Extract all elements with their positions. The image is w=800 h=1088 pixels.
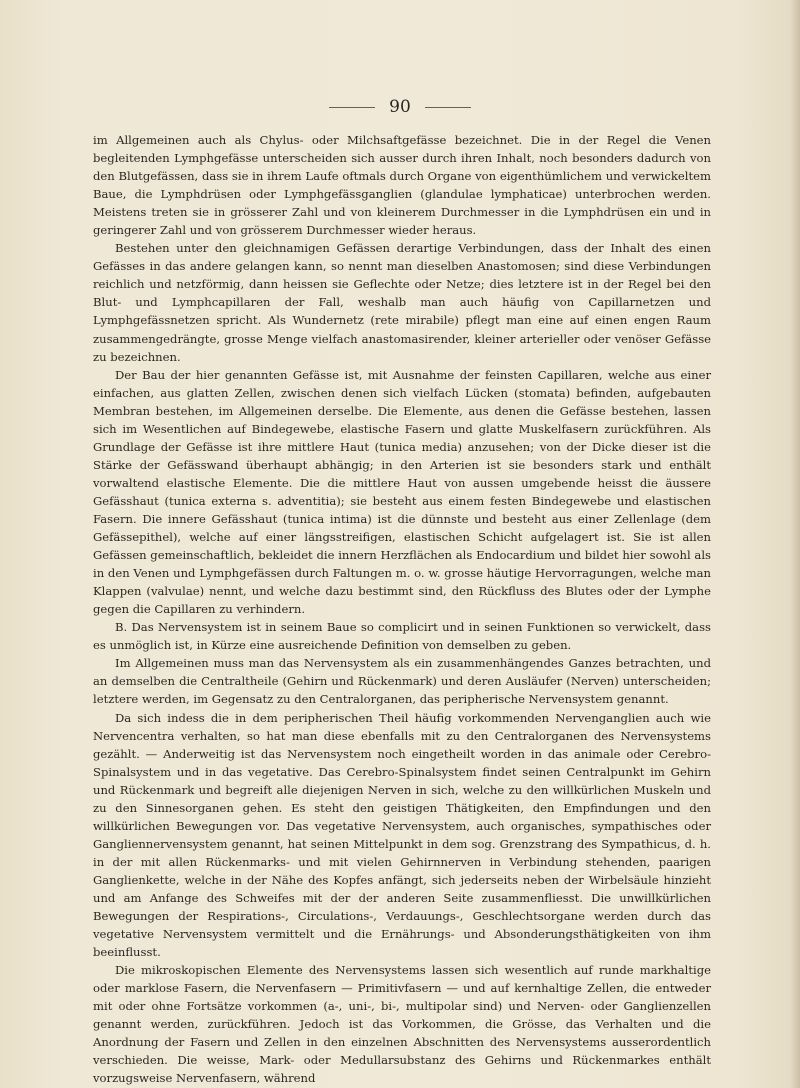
- paragraph-lymph-vessels: im Allgemeinen auch als Chylus- oder Milchsaftgefässe bezeichnet. Die in der Regel die Venen begleitenden Lymphgefässe unterscheiden sich ausser durch ihren Inhalt, noch besonders dadurch von den Blutgefässen, dass sie in ihrem Laufe oftmals durch Organe von eigenthümlichem und verwickeltem Baue, die Lymphdrüsen oder Lymphgefässganglien (glandulae lymphaticae) unterbrochen werden. Meistens treten sie in grösserer Zahl und von kleinerem Durchmesser in die Lymphdrüsen ein und in geringerer Zahl und von grösserem Durchmesser wieder heraus.: [93, 133, 711, 238]
- body-text: [93, 131, 711, 1087]
- paragraph-vessel-structure: Der Bau der hier genannten Gefässe ist, mit Ausnahme der feinsten Capillaren, welche aus einer einfachen, aus glatten Zellen, zwischen denen sich vielfach Lücken (stomata) befinden, aufgebauten Membran bestehen, im Allgemeinen derselbe. Die Elemente, aus denen die Gefässe bestehen, lassen sich im Wesentlichen auf Bindegewebe, elastische Fasern und glatte Muskelfasern zurückführen. Als Grundlage der Gefässe ist ihre mittlere Haut (tunica media) anzusehen; von der Dicke dieser ist die Stärke der Gefässwand überhaupt abhängig; in den Arterien ist sie besonders stark und enthält vorwaltend elastische Elemente. Die die mittlere Haut von aussen umgebende heisst die äussere Gefässhaut (tunica externa s. adventitia); sie besteht aus einem festen Bindegewebe und elastischen Fasern. Die innere Gefässhaut (tunica intima) ist die dünnste und besteht aus einer Zellenlage (dem Gefässepithel), welche auf einer längsstreifigen, elastischen Schicht aufgelagert ist. Sie ist allen Gefässen gemeinschaftlich, bekleidet die innern Herzflächen als Endocardium und bildet hier sowohl als in den Venen und Lymphgefässen durch Faltungen m. o. w. grosse häutige Hervorragungen, welche man Klappen (valvulae) nennt, und welche dazu bestimmt sind, den Rückfluss des Blutes oder der Lymphe gegen die Capillaren zu verhindern.: [93, 367, 711, 617]
- paragraph-microscopic-elements: Die mikroskopischen Elemente des Nervensystems lassen sich wesentlich auf runde markhaltige oder marklose Fasern, die Nervenfasern — Primitivfasern — und auf kernhaltige Zellen, die entweder mit oder ohne Fortsätze vorkommen (a-, uni-, bi-, multipolar sind) und Nerven- oder Ganglienzellen genannt werden, zurückführen. Jedoch ist das Vorkommen, die Grösse, das Verhalten und die Anordnung der Fasern und Zellen in den einzelnen Abschnitten des Nervensystems ausserordentlich verschieden. Die weisse, Mark- oder Medullarsubstanz des Gehirns und Rückenmarkes enthält vorzugsweise Nervenfasern, während: [93, 963, 711, 1086]
- page-number: 90: [389, 97, 411, 117]
- page-edge-shadow: [790, 0, 800, 1088]
- header-rule-right: [425, 107, 471, 108]
- paragraph-central-parts: Im Allgemeinen muss man das Nervensystem als ein zusammenhängendes Ganzes betrachten, und an demselben die Centraltheile (Gehirn und Rückenmark) und deren Ausläufer (Nerven) unterscheiden; letztere werden, im Gegensatz zu den Centralorganen, das peripherische Nervensystem genannt.: [93, 656, 711, 707]
- paragraph-nervous-system-intro: B. Das Nervensystem ist in seinem Baue so complicirt und in seinen Funktionen so verwickelt, dass es unmöglich ist, in Kürze eine ausreichende Definition von demselben zu geben.: [93, 620, 711, 653]
- page-header: [0, 97, 800, 117]
- paragraph-vegetative-system: Da sich indess die in dem peripherischen Theil häufig vorkommenden Nervenganglien auch wie Nervencentra verhalten, so hat man diese ebenfalls mit zu den Centralorganen des Nervensystems gezählt. — Anderweitig ist das Nervensystem noch eingetheilt worden in das animale oder Cerebro-Spinalsystem und in das vegetative. Das Cerebro-Spinalsystem findet seinen Centralpunkt im Gehirn und Rückenmark und begreift alle diejenigen Nerven in sich, welche zu den willkürlichen Muskeln und zu den Sinnesorganen gehen. Es steht den geistigen Thätigkeiten, den Empfindungen und den willkürlichen Bewegungen vor. Das vegetative Nervensystem, auch organisches, sympathisches oder Gangliennervensystem genannt, hat seinen Mittelpunkt in dem sog. Grenzstrang des Sympathicus, d. h. in der mit allen Rückenmarks- und mit vielen Gehirnnerven in Verbindung stehenden, paarigen Ganglienkette, welche in der Nähe des Kopfes anfängt, sich jederseits neben der Wirbelsäule hinzieht und am Anfange des Schweifes mit der der anderen Seite zusammenfliesst. Die unwillkürlichen Bewegungen der Respirations-, Circulations-, Verdauungs-, Geschlechtsorgane werden durch das vegetative Nervensystem vermittelt und die Ernährungs- und Absonderungsthätigkeiten von ihm beeinflusst.: [93, 710, 711, 960]
- paragraph-anastomoses: Bestehen unter den gleichnamigen Gefässen derartige Verbindungen, dass der Inhalt des einen Gefässes in das andere gelangen kann, so nennt man dieselben Anastomosen; sind diese Verbindungen reichlich und netzförmig, dann heissen sie Geflechte oder Netze; dies letztere ist in der Regel bei den Blut- und Lymphcapillaren der Fall, weshalb man auch häufig von Capillarnetzen und Lymphgefässnetzen spricht. Als Wundernetz (rete mirabile) pflegt man eine auf einen engen Raum zusammengedrängte, grosse Menge vielfach anastomasirender, kleiner arterieller oder venöser Gefässe zu bezeichnen.: [93, 241, 711, 364]
- header-rule-left: [329, 107, 375, 108]
